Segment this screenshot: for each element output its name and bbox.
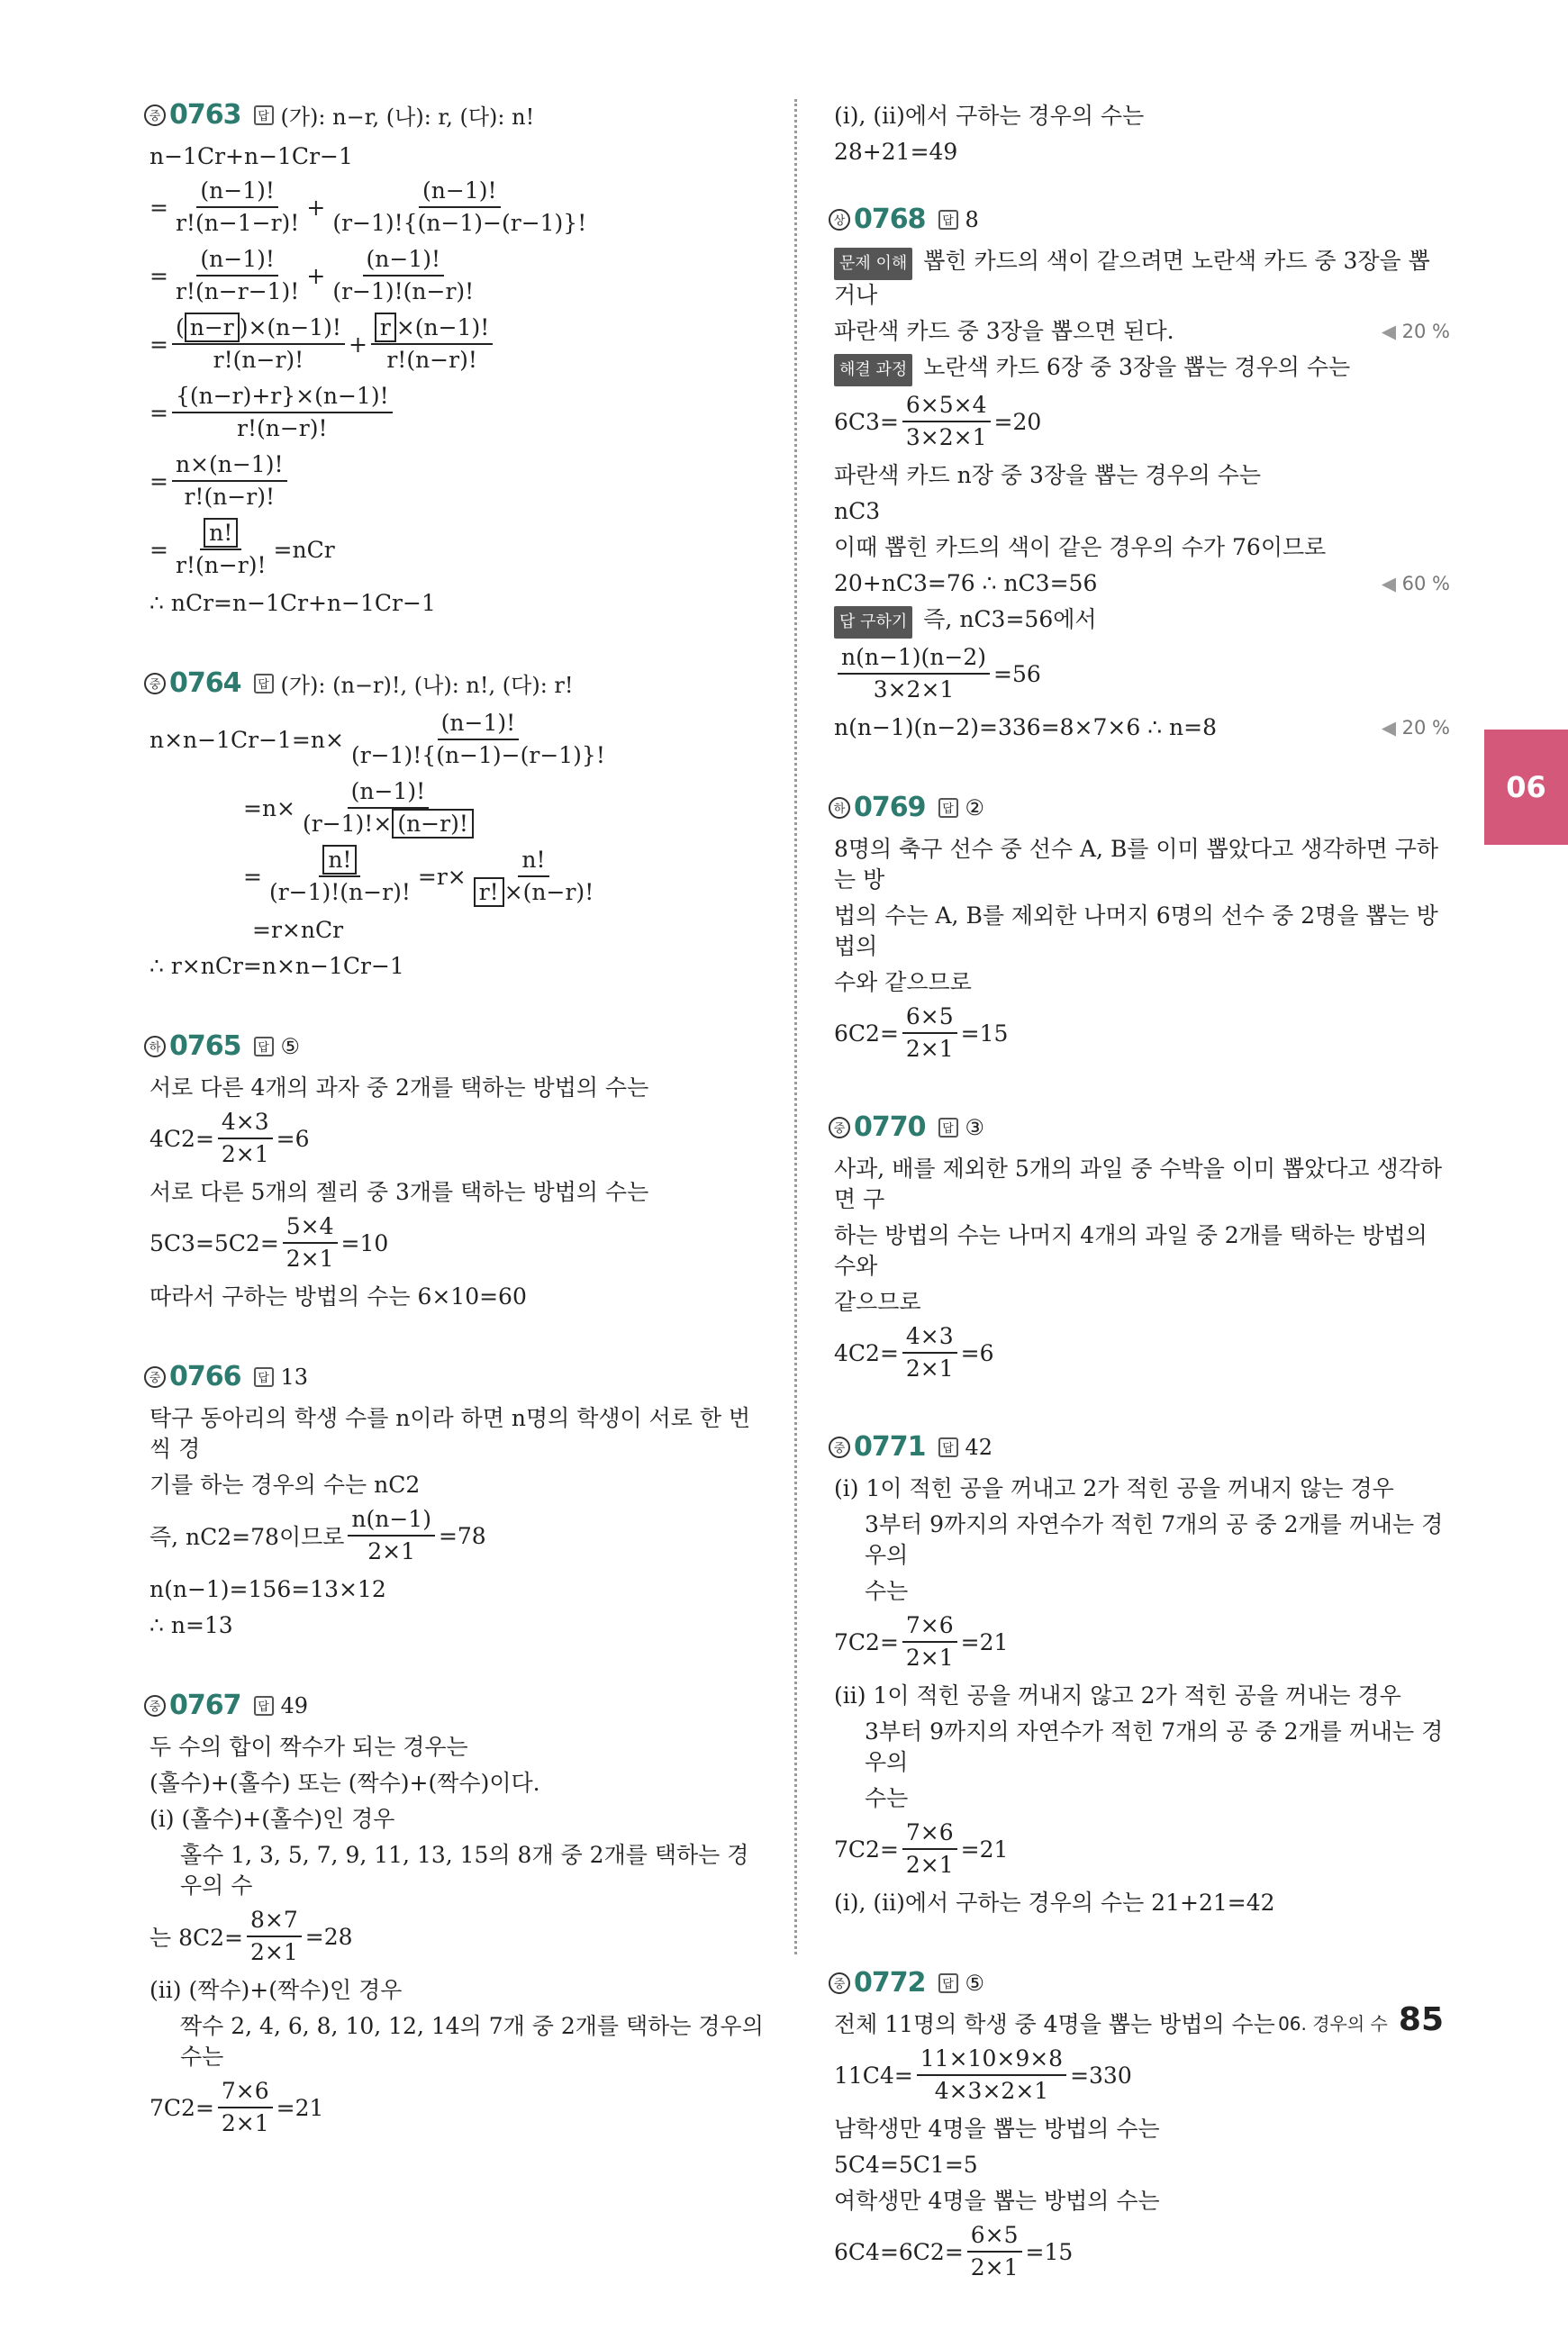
blank-box: n! <box>204 518 238 548</box>
answer: (가): n−r, (나): r, (다): n! <box>280 104 535 130</box>
chapter-title: 06. 경우의 수 <box>1278 2013 1388 2035</box>
text-line: 3부터 9까지의 자연수가 적힌 7개의 공 중 2개를 꺼내는 경우의 <box>865 1511 1444 1568</box>
problem-header <box>144 99 766 131</box>
text-line: 하는 방법의 수는 나머지 4개의 과일 중 2개를 택하는 방법의 수와 <box>834 1222 1428 1279</box>
answer: 42 <box>965 1434 993 1460</box>
text-line: 28+21=49 <box>834 139 958 165</box>
text-line: 파란색 카드 중 3장을 뽑으면 된다. ◀ 20 % <box>834 316 1450 347</box>
page-footer <box>1278 2001 1444 2038</box>
blank-box: (n−r)! <box>392 809 474 839</box>
answer: ⑤ <box>965 1970 985 1996</box>
problem-header <box>829 1967 1450 1999</box>
answer-icon: 답 <box>938 210 958 230</box>
problem-0767 <box>144 1690 766 2137</box>
left-column <box>144 99 766 2186</box>
problem-number: 0771 <box>854 1431 926 1463</box>
difficulty-badge: 중 <box>829 1972 850 1994</box>
answer-icon: 답 <box>254 674 274 694</box>
answer-icon: 답 <box>254 1037 274 1056</box>
equation-step-3: = $\frac{( n-r )\times(n-1)!}{r!(n-r)!}$ + $\frac{r \times(n-1)!}{r!(n-r)!}$ <box>150 314 766 374</box>
text-line: (i), (ii)에서 구하는 경우의 수는 <box>834 103 1145 129</box>
text-line: nC3 <box>834 498 881 524</box>
equation-step-2: =n× $\frac{(n-1)!}{(r-1)!\times (n-r)!}$ <box>243 778 766 838</box>
answer-icon: 답 <box>254 1367 274 1387</box>
blank-box: r <box>375 313 396 342</box>
problem-number: 0769 <box>854 792 926 823</box>
difficulty-badge: 중 <box>144 1366 166 1388</box>
conclusion: ∴ r×nCr=n×n−1Cr−1 <box>150 953 404 979</box>
equation: $\frac{n(n-1)(n-2)}{3\times 2\times 1}$ =56 <box>834 644 1450 703</box>
equation-step-6: = $\frac{n!}{r!(n-r)!}$ =nCr <box>150 520 335 578</box>
blank-box: r! <box>474 877 504 907</box>
problem-0770 <box>829 1111 1450 1383</box>
answer: 13 <box>280 1364 309 1390</box>
equation-step-2: = $\frac{(n-1)!}{r!(n-r-1)!}$ + $\frac{(n-1)!}{(r-1)!(n-r)!}$ <box>150 246 475 304</box>
problem-number: 0766 <box>169 1361 241 1392</box>
text-line: 파란색 카드 n장 중 3장을 뽑는 경우의 수는 <box>834 462 1262 488</box>
text-line: ∴ n=13 <box>150 1612 233 1638</box>
text-line: 20+nC3=76 ∴ nC3=56 ◀ 60 % <box>834 568 1450 599</box>
text-line: n(n−1)(n−2)=336=8×7×6 ∴ n=8 ◀ 20 % <box>834 712 1450 743</box>
score-percent: ◀ 60 % <box>1382 568 1450 599</box>
text-line: 사과, 배를 제외한 5개의 과일 중 수박을 이미 뽑았다고 생각하면 구 <box>834 1156 1442 1212</box>
equation: 7C2= $\frac{7\times 6}{2\times 1}$ =21 <box>834 1819 1009 1878</box>
difficulty-badge: 중 <box>144 673 166 694</box>
equation: 6C2= $\frac{6\times 5}{2\times 1}$ =15 <box>834 1003 1009 1062</box>
answer: ③ <box>965 1114 985 1140</box>
text-line: 수와 같으므로 <box>834 969 972 995</box>
difficulty-badge: 중 <box>144 104 166 126</box>
problem-header <box>829 1111 1450 1143</box>
text-line: 5C4=5C1=5 <box>834 2152 978 2178</box>
step-tag: 문제 이해 <box>834 248 912 280</box>
problem-number: 0765 <box>169 1030 241 1062</box>
equation-step-1: = $\frac{(n-1)!}{r!(n-1-r)!}$ + $\frac{(n-1)!}{(r-1)!\{(n-1)-(r-1)\}!}$ <box>150 177 587 236</box>
equation-step-4: =r×nCr <box>252 917 344 943</box>
problem-header <box>829 792 1450 823</box>
problem-0763 <box>144 99 766 619</box>
step-tag: 답 구하기 <box>834 606 912 639</box>
score-percent: ◀ 20 % <box>1382 712 1450 743</box>
text-line: n(n−1)=156=13×12 <box>150 1576 386 1602</box>
problem-0764 <box>144 667 766 982</box>
problem-0767-continued <box>829 101 1450 168</box>
answer: (가): (n−r)!, (나): n!, (다): r! <box>280 673 574 698</box>
text-line: 수는 <box>865 1578 909 1604</box>
text-line: 따라서 구하는 방법의 수는 6×10=60 <box>150 1283 527 1310</box>
problem-0771 <box>829 1431 1450 1918</box>
column-divider <box>794 99 797 1954</box>
equation-step-4: = $\frac{\{(n-r)+r\}\times(n-1)!}{r!(n-r)!}$ <box>150 383 766 442</box>
problem-number: 0770 <box>854 1111 926 1143</box>
equation: 6C3= $\frac{6\times 5\times 4}{3\times 2\times 1}$ =20 <box>834 392 1042 450</box>
problem-0766 <box>144 1361 766 1641</box>
text-line: 여학생만 4명을 뽑는 방법의 수는 <box>834 2188 1160 2214</box>
problem-header <box>144 1690 766 1721</box>
equation: 는 8C2= $\frac{8\times 7}{2\times 1}$ =28 <box>150 1907 353 1965</box>
equation: 4C2= $\frac{4\times 3}{2\times 1}$ =6 <box>834 1323 994 1382</box>
problem-header <box>144 1361 766 1392</box>
text-line: 3부터 9까지의 자연수가 적힌 7개의 공 중 2개를 꺼내는 경우의 <box>865 1718 1444 1775</box>
right-column <box>829 99 1450 2330</box>
problem-number: 0772 <box>854 1967 926 1999</box>
page-number: 85 <box>1398 2001 1444 2038</box>
text-line: 두 수의 합이 짝수가 되는 경우는 <box>150 1734 468 1760</box>
text-line: 서로 다른 5개의 젤리 중 3개를 택하는 방법의 수는 <box>150 1179 649 1205</box>
problem-header <box>829 1431 1450 1463</box>
problem-header <box>829 204 1450 235</box>
problem-number: 0767 <box>169 1690 241 1721</box>
equation: 즉, nC2=78이므로 $\frac{n(n-1)}{2\times 1}$ =78 <box>150 1506 486 1564</box>
difficulty-badge: 하 <box>829 797 850 819</box>
problem-header <box>144 667 766 699</box>
problem-0768 <box>829 204 1450 743</box>
text-line: 탁구 동아리의 학생 수를 n이라 하면 n명의 학생이 서로 한 번씩 경 <box>150 1405 751 1462</box>
equation-step-3: = $\frac{n!}{(r-1)!(n-r)!}$ =r× $\frac{n!}{r! \times(n-r)!}$ <box>243 847 594 905</box>
text-line: 법의 수는 A, B를 제외한 나머지 6명의 선수 중 2명을 뽑는 방법의 <box>834 902 1438 959</box>
text-line: 홀수 1, 3, 5, 7, 9, 11, 13, 15의 8개 중 2개를 택하는 경우의 수 <box>180 1842 749 1899</box>
problem-0769 <box>829 792 1450 1063</box>
equation: 5C3=5C2= $\frac{5\times 4}{2\times 1}$ =10 <box>150 1213 389 1272</box>
equation: 7C2= $\frac{7\times 6}{2\times 1}$ =21 <box>150 2078 324 2136</box>
equation-step-5: = $\frac{n\times(n-1)!}{r!(n-r)!}$ <box>150 451 766 511</box>
text-line: 해결 과정 노란색 카드 6장 중 3장을 뽑는 경우의 수는 <box>834 352 1450 386</box>
difficulty-badge: 중 <box>144 1695 166 1717</box>
text-line: 서로 다른 4개의 과자 중 2개를 택하는 방법의 수는 <box>150 1074 649 1101</box>
equation: 7C2= $\frac{7\times 6}{2\times 1}$ =21 <box>834 1612 1009 1671</box>
text-line: 수는 <box>865 1785 909 1811</box>
answer: ⑤ <box>280 1033 301 1059</box>
answer: 49 <box>280 1692 309 1718</box>
difficulty-badge: 중 <box>829 1117 850 1138</box>
text-line: 짝수 2, 4, 6, 8, 10, 12, 14의 7개 중 2개를 택하는 경우의 수는 <box>180 2013 764 2070</box>
difficulty-badge: 상 <box>829 209 850 231</box>
text-line: 전체 11명의 학생 중 4명을 뽑는 방법의 수는 <box>834 2011 1275 2037</box>
text-line: (i), (ii)에서 구하는 경우의 수는 21+21=42 <box>834 1890 1275 1916</box>
blank-box: n! <box>322 845 357 875</box>
chapter-side-tab: 06 <box>1484 730 1568 845</box>
text-line: 이때 뽑힌 카드의 색이 같은 경우의 수가 76이므로 <box>834 534 1327 560</box>
answer-icon: 답 <box>938 1973 958 1993</box>
text-line: 남학생만 4명을 뽑는 방법의 수는 <box>834 2116 1160 2142</box>
equation-step-1: n×n−1Cr−1=n× $\frac{(n-1)!}{(r-1)!\{(n-1)-(r-1)\}!}$ <box>150 710 605 768</box>
equation: 4C2= $\frac{4\times 3}{2\times 1}$ =6 <box>150 1109 310 1167</box>
text-line: 답 구하기 즉, nC3=56에서 <box>834 604 1450 639</box>
answer: 8 <box>965 206 979 232</box>
problem-0765 <box>144 1030 766 1312</box>
text-line: (ii) 1이 적힌 공을 꺼내지 않고 2가 적힌 공을 꺼내는 경우 <box>834 1682 1401 1709</box>
answer: ② <box>965 794 985 820</box>
difficulty-badge: 하 <box>144 1036 166 1057</box>
text-line: (ii) (짝수)+(짝수)인 경우 <box>150 1977 403 2003</box>
problem-number: 0763 <box>169 99 241 131</box>
text-line: 8명의 축구 선수 중 선수 A, B를 이미 뽑았다고 생각하면 구하는 방 <box>834 836 1439 893</box>
score-percent: ◀ 20 % <box>1382 316 1450 347</box>
answer-icon: 답 <box>254 1696 274 1716</box>
problem-number: 0768 <box>854 204 926 235</box>
text-line: 기를 하는 경우의 수는 nC2 <box>150 1472 421 1498</box>
answer-icon: 답 <box>938 1118 958 1138</box>
text-line: (홀수)+(홀수) 또는 (짝수)+(짝수)이다. <box>150 1770 540 1796</box>
answer-icon: 답 <box>938 1437 958 1457</box>
conclusion: ∴ nCr=n−1Cr+n−1Cr−1 <box>150 590 436 616</box>
expression: n−1Cr+n−1Cr−1 <box>150 143 353 169</box>
problem-number: 0764 <box>169 667 241 699</box>
equation: 6C4=6C2= $\frac{6\times 5}{2\times 1}$ =15 <box>834 2222 1074 2280</box>
text-line: 문제 이해 뽑힌 카드의 색이 같으려면 노란색 카드 중 3장을 뽑거나 <box>834 248 1430 308</box>
answer-icon: 답 <box>254 105 274 125</box>
text-line: (i) (홀수)+(홀수)인 경우 <box>150 1806 395 1832</box>
equation: 11C4= $\frac{11\times 10\times 9\times 8}{4\times 3\times 2\times 1}$ =330 <box>834 2045 1132 2104</box>
problem-header <box>144 1030 766 1062</box>
text-line: (i) 1이 적힌 공을 꺼내고 2가 적힌 공을 꺼내지 않는 경우 <box>834 1475 1394 1501</box>
difficulty-badge: 중 <box>829 1437 850 1458</box>
text-line: 같으므로 <box>834 1289 921 1315</box>
answer-icon: 답 <box>938 798 958 818</box>
blank-box: n−r <box>185 313 240 342</box>
step-tag: 해결 과정 <box>834 354 912 386</box>
